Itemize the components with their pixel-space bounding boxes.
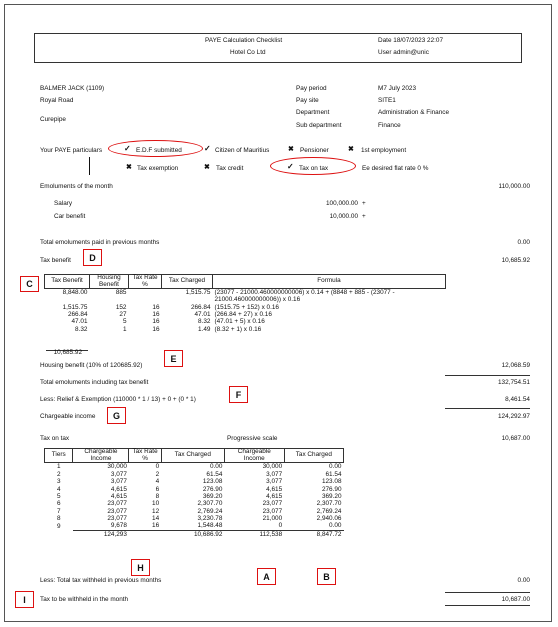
table-cell: 3,077 <box>110 470 127 478</box>
paye-particulars-label: Your PAYE particulars <box>40 147 103 154</box>
table-cell: 7 <box>56 507 61 515</box>
employee-address-line2: Curepipe <box>40 116 66 123</box>
column-header: Tax Benefit <box>45 275 90 289</box>
table-cell: 885 <box>115 289 127 297</box>
table-cell: 369.20 <box>202 492 223 500</box>
pay-site-value: SITE1 <box>378 97 396 104</box>
marker-i: I <box>15 591 34 608</box>
previous-emoluments-value: 0.00 <box>517 239 530 246</box>
table-cell: 3,077 <box>110 478 127 486</box>
tax-benefit-label: Tax benefit <box>40 257 71 264</box>
table-row <box>45 311 446 318</box>
check-icon: ✓ <box>124 144 131 153</box>
tax-on-tax-value: 10,687.00 <box>501 435 530 442</box>
table-cell: 0.00 <box>329 463 342 471</box>
table-row <box>45 500 344 507</box>
table-cell: 9 <box>56 522 61 530</box>
check-icon: ✓ <box>204 144 211 153</box>
tax-exemption: Tax exemption <box>137 165 179 172</box>
benefit-total: 10,685.92 <box>53 349 82 356</box>
marker-a: A <box>257 568 276 585</box>
table-cell: 30,000 <box>262 463 283 471</box>
table-cell: 0.00 <box>209 463 223 471</box>
table-cell: 23,077 <box>262 507 283 515</box>
tax-withheld-value: 0.00 <box>517 577 530 584</box>
table-cell: 16 <box>152 522 160 530</box>
table-cell: (8.32 + 1) x 0.16 <box>214 325 262 333</box>
pay-period-label: Pay period <box>296 85 327 92</box>
table-cell: 12 <box>152 507 160 515</box>
table-cell: 14 <box>152 514 160 522</box>
tax-withheld-label: Less: Total tax withheld in previous months <box>40 577 162 584</box>
table-cell: 4,615 <box>266 492 283 500</box>
table-cell: (266.84 + 27) x 0.16 <box>214 310 272 318</box>
table-cell: 10 <box>152 500 160 508</box>
total-cell: 124,293 <box>73 530 129 538</box>
divider <box>445 592 530 593</box>
table-cell: 23,077 <box>107 507 127 515</box>
chargeable-income-label: Chargeable income <box>40 413 96 420</box>
table-cell: 0 <box>278 522 283 530</box>
report-date: Date 18/07/2023 22:07 <box>378 37 444 44</box>
table-cell: 3,230.78 <box>197 514 223 522</box>
table-row <box>45 508 344 515</box>
table-cell: 2 <box>155 470 160 478</box>
table-cell: 1 <box>56 463 61 471</box>
flat-rate: Ee desired flat rate 0 % <box>362 165 429 172</box>
table-cell: 1 <box>122 325 127 333</box>
table-cell: 8.32 <box>198 318 211 326</box>
table-cell: 0.00 <box>329 522 342 530</box>
cross-icon: ✖ <box>126 164 132 171</box>
car-benefit-value: 10,000.00 <box>329 213 358 220</box>
company-name: Hotel Co Ltd <box>230 49 266 56</box>
table-cell: 2,769.24 <box>197 507 223 515</box>
table-cell: 1.49 <box>198 325 211 333</box>
table-cell: 123.08 <box>202 478 223 486</box>
divider <box>445 408 530 409</box>
table-row <box>45 515 344 522</box>
table-cell: 2,307.70 <box>197 500 223 508</box>
table-cell: 23,077 <box>107 500 127 508</box>
table-cell: 23,077 <box>262 500 283 508</box>
table-row <box>45 318 446 325</box>
table-cell: 276.90 <box>321 485 342 493</box>
check-icon: ✓ <box>287 162 294 171</box>
table-cell: 4,615 <box>110 492 127 500</box>
tax-to-withhold-value: 10,687.00 <box>501 596 530 603</box>
column-header: Housing Benefit <box>90 275 129 289</box>
total-cell <box>129 530 161 538</box>
marker-h: H <box>131 559 150 576</box>
table-row <box>45 326 446 333</box>
salary-value: 100,000.00 <box>326 200 358 207</box>
table-cell: 3,077 <box>266 470 283 478</box>
divider <box>89 157 90 175</box>
marker-e: E <box>164 350 183 367</box>
tax-to-withhold-label: Tax to be withheld in the month <box>40 596 129 603</box>
table-cell: 16 <box>152 310 160 318</box>
housing-benefit-label: Housing benefit (10% of 120685.92) <box>40 362 143 369</box>
table-cell: 4 <box>56 485 61 493</box>
progressive-tiers-table <box>44 448 344 538</box>
table-cell: 152 <box>115 303 127 311</box>
salary-label: Salary <box>54 200 73 207</box>
table-cell: 1,515.75 <box>62 303 88 311</box>
totals-row <box>45 530 344 538</box>
column-header: Tax Rate % <box>129 275 162 289</box>
table-cell: 47.01 <box>194 310 211 318</box>
table-cell: 8 <box>56 514 61 522</box>
table-row <box>45 289 446 304</box>
table-cell: 9,678 <box>110 522 127 530</box>
chargeable-income-value: 124,292.97 <box>498 413 530 420</box>
table-cell: 266.84 <box>67 310 88 318</box>
table-cell: 16 <box>152 318 160 326</box>
tax-on-tax-flag: Tax on tax <box>299 165 329 172</box>
report-title: PAYE Calculation Checklist <box>205 37 283 44</box>
table-cell: 21,000 <box>262 514 283 522</box>
relief-exemption-value: 8,461.54 <box>505 396 530 403</box>
department-value: Administration & Finance <box>378 109 450 116</box>
plus-sign: + <box>362 200 366 207</box>
table-cell: 3,077 <box>266 478 283 486</box>
table-cell: 47.01 <box>71 318 88 326</box>
progressive-scale-label: Progressive scale <box>227 435 278 442</box>
marker-d: D <box>83 249 102 266</box>
table-row <box>45 463 344 471</box>
table-row <box>45 304 446 311</box>
column-header: Formula <box>213 275 446 289</box>
total-cell: 10,686.92 <box>161 530 224 538</box>
table-cell: 30,000 <box>107 463 127 471</box>
table-cell: 6 <box>56 500 61 508</box>
table-cell: 123.08 <box>321 478 342 486</box>
table-row <box>45 522 344 530</box>
table-cell: 27 <box>119 310 127 318</box>
car-benefit-label: Car benefit <box>54 213 86 220</box>
cross-icon: ✖ <box>348 146 354 153</box>
table-cell: (23077 - 21000.460000000006) x 0.14 + (8848 + 885 - (23077 - 21000.460000000006)) x 0.16 <box>214 289 395 304</box>
table-row <box>45 478 344 485</box>
employee-name: BALMER JACK (1109) <box>40 85 105 92</box>
table-cell: 5 <box>56 492 61 500</box>
marker-g: G <box>107 407 126 424</box>
column-header: Tax Charged <box>162 275 213 289</box>
column-header: Tax Charged <box>284 449 343 463</box>
total-cell: 8,847.72 <box>284 530 343 538</box>
pay-period-value: M7 July 2023 <box>378 85 417 92</box>
sub-department-label: Sub department <box>296 122 342 129</box>
employee-address-line1: Royal Road <box>40 97 74 104</box>
marker-f: F <box>229 386 248 403</box>
table-row <box>45 486 344 493</box>
table-row <box>45 493 344 500</box>
cross-icon: ✖ <box>288 146 294 153</box>
total-emoluments-value: 132,754.51 <box>498 379 530 386</box>
pay-site-label: Pay site <box>296 97 319 104</box>
table-cell: 3 <box>56 478 61 486</box>
tax-benefit-value: 10,685.92 <box>501 257 530 264</box>
column-header: Chargeable Income <box>224 449 284 463</box>
column-header: Tiers <box>45 449 73 463</box>
table-cell: 2,769.24 <box>316 507 342 515</box>
table-cell: 0 <box>155 463 160 471</box>
table-cell: (1515.75 + 152) x 0.16 <box>214 303 279 311</box>
table-cell: 4,615 <box>266 485 283 493</box>
emoluments-total: 110,000.00 <box>498 183 530 190</box>
tax-on-tax-label: Tax on tax <box>40 435 70 442</box>
housing-benefit-value: 12,068.59 <box>501 362 530 369</box>
table-cell: 8.32 <box>75 325 88 333</box>
marker-c: C <box>20 276 39 292</box>
table-cell: 1,515.75 <box>185 289 211 297</box>
table-cell: 61.54 <box>325 470 342 478</box>
table-cell: 8,848.00 <box>62 289 88 297</box>
department-label: Department <box>296 109 330 116</box>
total-cell <box>45 530 73 538</box>
pensioner: Pensioner <box>300 147 329 154</box>
citizen-of-mauritius: Citizen of Mauritius <box>215 147 270 154</box>
table-cell: 5 <box>122 318 127 326</box>
table-cell: 266.84 <box>190 303 211 311</box>
report-user: User admin@unic <box>378 49 429 56</box>
table-cell: 2,940.06 <box>316 514 342 522</box>
tax-benefit-table <box>44 274 446 333</box>
marker-b: B <box>317 568 336 585</box>
table-cell: 23,077 <box>107 514 127 522</box>
tax-credit: Tax credit <box>216 165 244 172</box>
table-cell <box>129 289 162 304</box>
column-header: Tax Charged <box>161 449 224 463</box>
table-row <box>45 471 344 478</box>
column-header: Tax Rate % <box>129 449 161 463</box>
table-cell: 276.90 <box>202 485 223 493</box>
table-cell: 2,307.70 <box>316 500 342 508</box>
table-cell: (47.01 + 5) x 0.16 <box>214 318 265 326</box>
table-cell: 2 <box>56 470 61 478</box>
table-cell: 8 <box>155 492 160 500</box>
edf-submitted: E.D.F submitted <box>136 147 182 154</box>
table-cell: 369.20 <box>321 492 342 500</box>
sub-department-value: Finance <box>378 122 401 129</box>
plus-sign: + <box>362 213 366 220</box>
cross-icon: ✖ <box>204 164 210 171</box>
emoluments-label: Emoluments of the month <box>40 183 113 190</box>
table-cell: 61.54 <box>206 470 223 478</box>
first-employment: 1st employment <box>361 147 407 154</box>
divider <box>445 375 530 376</box>
table-cell: 4,615 <box>110 485 127 493</box>
total-emoluments-label: Total emoluments including tax benefit <box>40 379 149 386</box>
table-cell: 1,548.48 <box>197 522 223 530</box>
table-cell: 6 <box>155 485 160 493</box>
relief-exemption-label: Less: Relief & Exemption (110000 * 1 / 13) + 0 + (0 * 1) <box>40 396 196 403</box>
table-cell: 16 <box>152 325 160 333</box>
table-cell: 4 <box>155 478 160 486</box>
previous-emoluments-label: Total emoluments paid in previous months <box>40 239 160 246</box>
table-cell: 16 <box>152 303 160 311</box>
total-cell: 112,538 <box>224 530 284 538</box>
column-header: Chargeable Income <box>73 449 129 463</box>
divider <box>445 605 530 606</box>
